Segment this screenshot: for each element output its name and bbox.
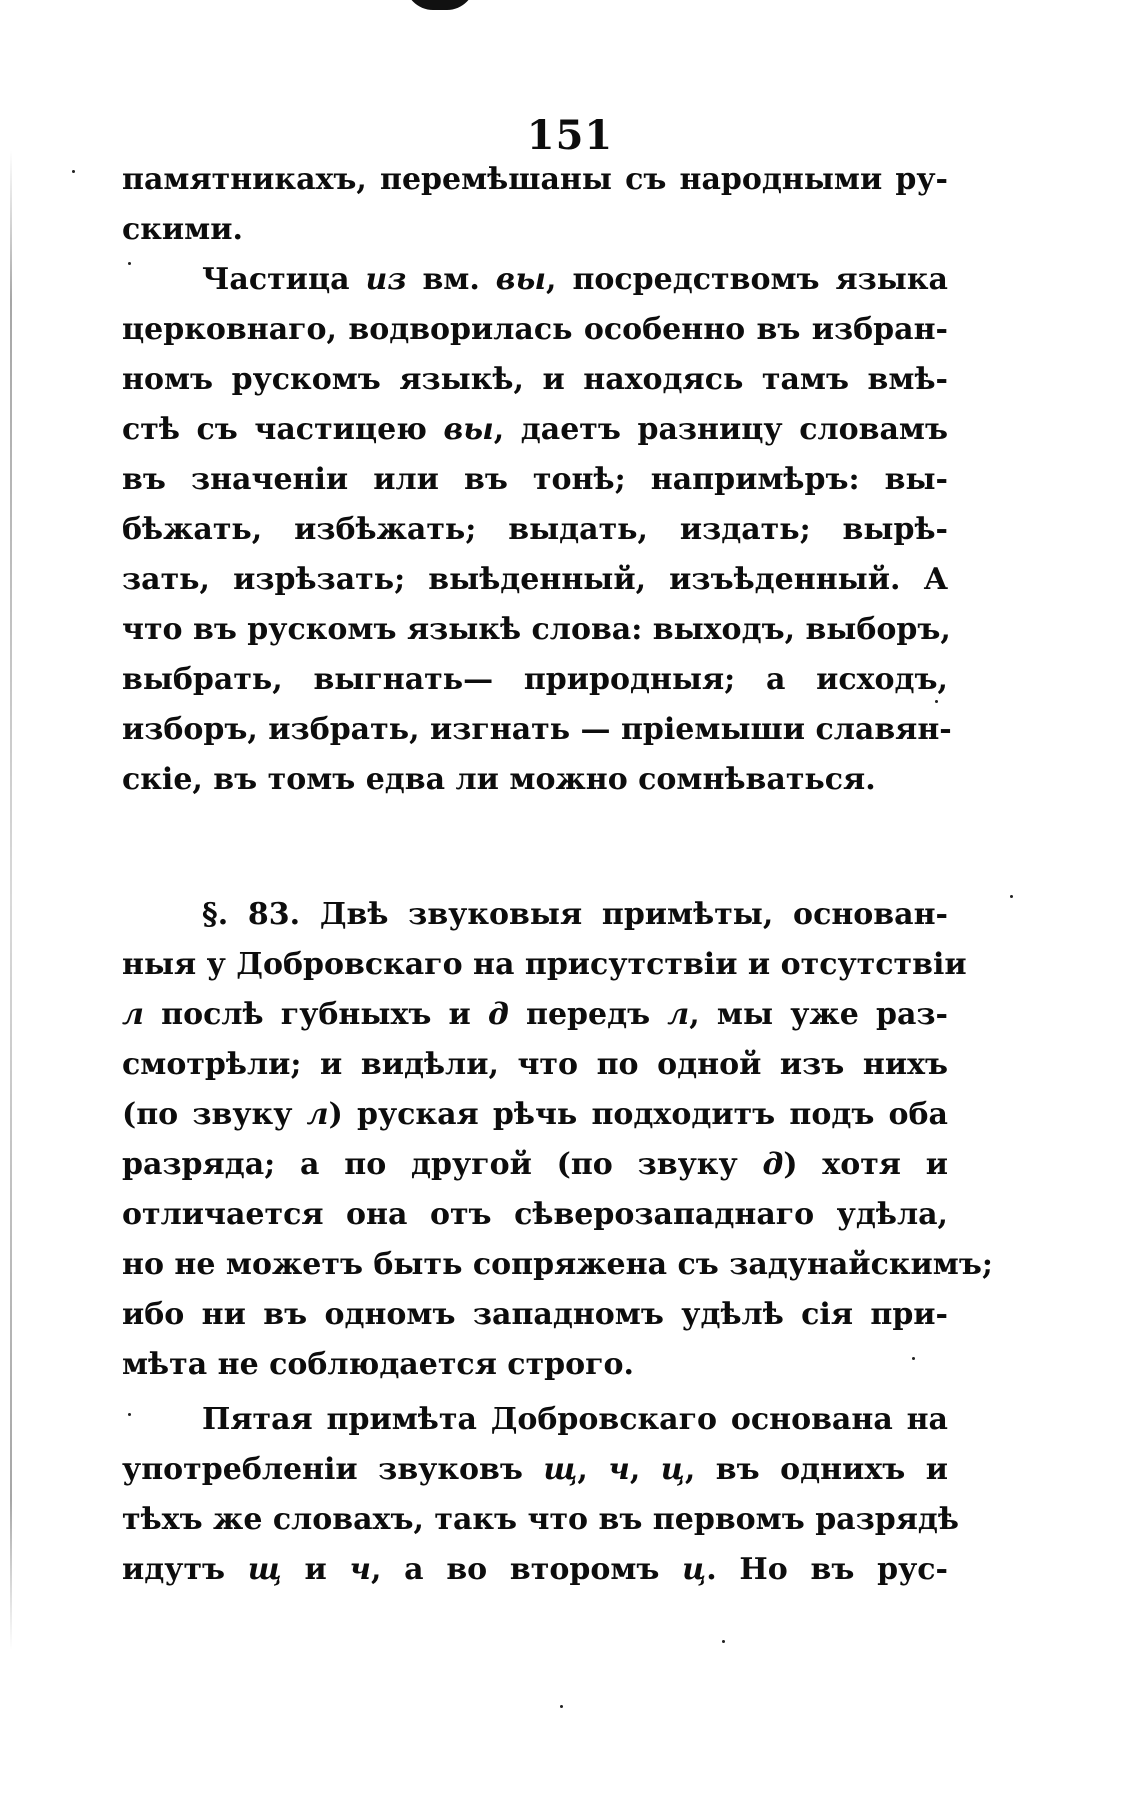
text-line bbox=[122, 605, 951, 655]
text-segment: памятникахъ, перемѣшаны съ народными ру- bbox=[122, 162, 948, 197]
italic-letter: ч bbox=[608, 1452, 630, 1487]
text-segment: вм. bbox=[406, 262, 496, 297]
text-line bbox=[202, 890, 948, 940]
text-segment: , а во второмъ bbox=[370, 1552, 683, 1587]
italic-letter: ц bbox=[682, 1552, 707, 1587]
text-line bbox=[122, 505, 948, 555]
page-edge-shadow bbox=[10, 150, 12, 1650]
page-number: 151 bbox=[526, 112, 614, 159]
text-segment: Частица bbox=[202, 262, 366, 297]
text-segment: бѣжать, избѣжать; выдать, издать; вырѣ- bbox=[122, 512, 948, 547]
text-segment: скими. bbox=[122, 212, 243, 247]
text-line bbox=[122, 1040, 948, 1090]
text-line bbox=[122, 990, 948, 1040]
text-line bbox=[122, 1240, 993, 1290]
italic-letter: щ bbox=[247, 1552, 282, 1587]
italic-letter: л bbox=[667, 997, 690, 1032]
text-line bbox=[122, 1190, 948, 1240]
text-segment: ) руская рѣчь подходитъ подъ оба bbox=[328, 1097, 948, 1132]
text-line bbox=[122, 305, 948, 355]
italic-letter: щ bbox=[543, 1452, 578, 1487]
text-line bbox=[202, 1395, 948, 1445]
text-segment: скіе, въ томъ едва ли можно сомнѣваться. bbox=[122, 762, 876, 797]
text-line bbox=[122, 1340, 948, 1390]
text-segment: употребленіи звуковъ bbox=[122, 1452, 544, 1487]
text-segment: ныя у Добровскаго на присутствіи и отсутствіи bbox=[122, 947, 967, 982]
italic-letter: д bbox=[762, 1147, 784, 1182]
italic-letter: из bbox=[365, 262, 407, 297]
speck bbox=[72, 170, 75, 173]
text-line bbox=[202, 255, 948, 305]
text-segment: тѣхъ же словахъ, такъ что въ первомъ разрядѣ bbox=[122, 1502, 959, 1537]
text-segment: изборъ, избрать, изгнать — пріемыши славян- bbox=[122, 712, 952, 747]
text-segment: Пятая примѣта Добровскаго основана на bbox=[202, 1402, 948, 1437]
text-line bbox=[122, 555, 948, 605]
text-line bbox=[122, 1090, 948, 1140]
text-segment: , bbox=[629, 1452, 661, 1487]
text-segment: смотрѣли; и видѣли, что по одной изъ нихъ bbox=[122, 1047, 948, 1082]
italic-letter: д bbox=[487, 997, 509, 1032]
italic-letter: л bbox=[306, 1097, 329, 1132]
text-line bbox=[122, 205, 948, 255]
text-segment: передъ bbox=[508, 997, 668, 1032]
text-segment: , мы уже раз- bbox=[689, 997, 948, 1032]
text-segment: §. 83. Двѣ звуковыя примѣты, основан- bbox=[202, 897, 948, 932]
text-segment: мѣта не соблюдается строго. bbox=[122, 1347, 634, 1382]
italic-letter: ч bbox=[349, 1552, 371, 1587]
text-segment: , bbox=[577, 1452, 609, 1487]
text-line bbox=[122, 455, 948, 505]
text-line bbox=[122, 1290, 948, 1340]
text-line bbox=[122, 1545, 948, 1595]
text-segment: . Но въ рус- bbox=[706, 1552, 948, 1587]
text-segment: зать, изрѣзать; выѣденный, изъѣденный. А bbox=[122, 562, 948, 597]
ink-blot bbox=[405, 0, 475, 10]
text-segment: ибо ни въ одномъ западномъ удѣлѣ сія при- bbox=[122, 1297, 948, 1332]
text-line bbox=[122, 1445, 948, 1495]
speck bbox=[912, 1357, 915, 1360]
italic-letter: вы bbox=[443, 412, 494, 447]
text-segment: и bbox=[281, 1552, 350, 1587]
text-line bbox=[122, 355, 948, 405]
text-segment: въ значеніи или въ тонѣ; напримѣръ: вы- bbox=[122, 462, 948, 497]
text-segment: ) хотя и bbox=[783, 1147, 949, 1182]
text-segment: , посредствомъ языка bbox=[546, 262, 948, 297]
text-segment: стѣ съ частицею bbox=[122, 412, 444, 447]
italic-letter: л bbox=[122, 997, 144, 1032]
text-segment: (по звуку bbox=[122, 1097, 307, 1132]
text-line bbox=[122, 1495, 959, 1545]
speck bbox=[128, 262, 131, 265]
text-segment: выбрать, выгнать— природныя; а исходъ, bbox=[122, 662, 948, 697]
text-segment: церковнаго, водворилась особенно въ избран- bbox=[122, 312, 948, 347]
text-segment: отличается она отъ сѣверозападнаго удѣла, bbox=[122, 1197, 948, 1232]
text-segment: , даетъ разницу словамъ bbox=[493, 412, 949, 447]
text-segment: что въ рускомъ языкѣ слова: выходъ, выборъ, bbox=[122, 612, 951, 647]
speck bbox=[560, 1705, 563, 1708]
text-line bbox=[122, 705, 952, 755]
italic-letter: ц bbox=[660, 1452, 685, 1487]
text-segment: послѣ губныхъ и bbox=[143, 997, 488, 1032]
text-segment: , въ однихъ и bbox=[684, 1452, 948, 1487]
text-segment: но не можетъ быть сопряжена съ задунайскимъ; bbox=[122, 1247, 993, 1282]
text-line bbox=[122, 655, 948, 705]
text-segment: номъ рускомъ языкѣ, и находясь тамъ вмѣ- bbox=[122, 362, 948, 397]
speck bbox=[1010, 895, 1013, 898]
speck bbox=[935, 700, 938, 703]
italic-letter: вы bbox=[495, 262, 547, 297]
speck bbox=[128, 1413, 131, 1416]
text-line bbox=[122, 155, 948, 205]
text-line bbox=[122, 405, 948, 455]
text-line bbox=[122, 755, 948, 805]
speck bbox=[722, 1640, 725, 1643]
text-segment: идутъ bbox=[122, 1552, 248, 1587]
text-segment: разряда; а по другой (по звуку bbox=[122, 1147, 763, 1182]
text-line bbox=[122, 1140, 948, 1190]
text-line bbox=[122, 940, 967, 990]
